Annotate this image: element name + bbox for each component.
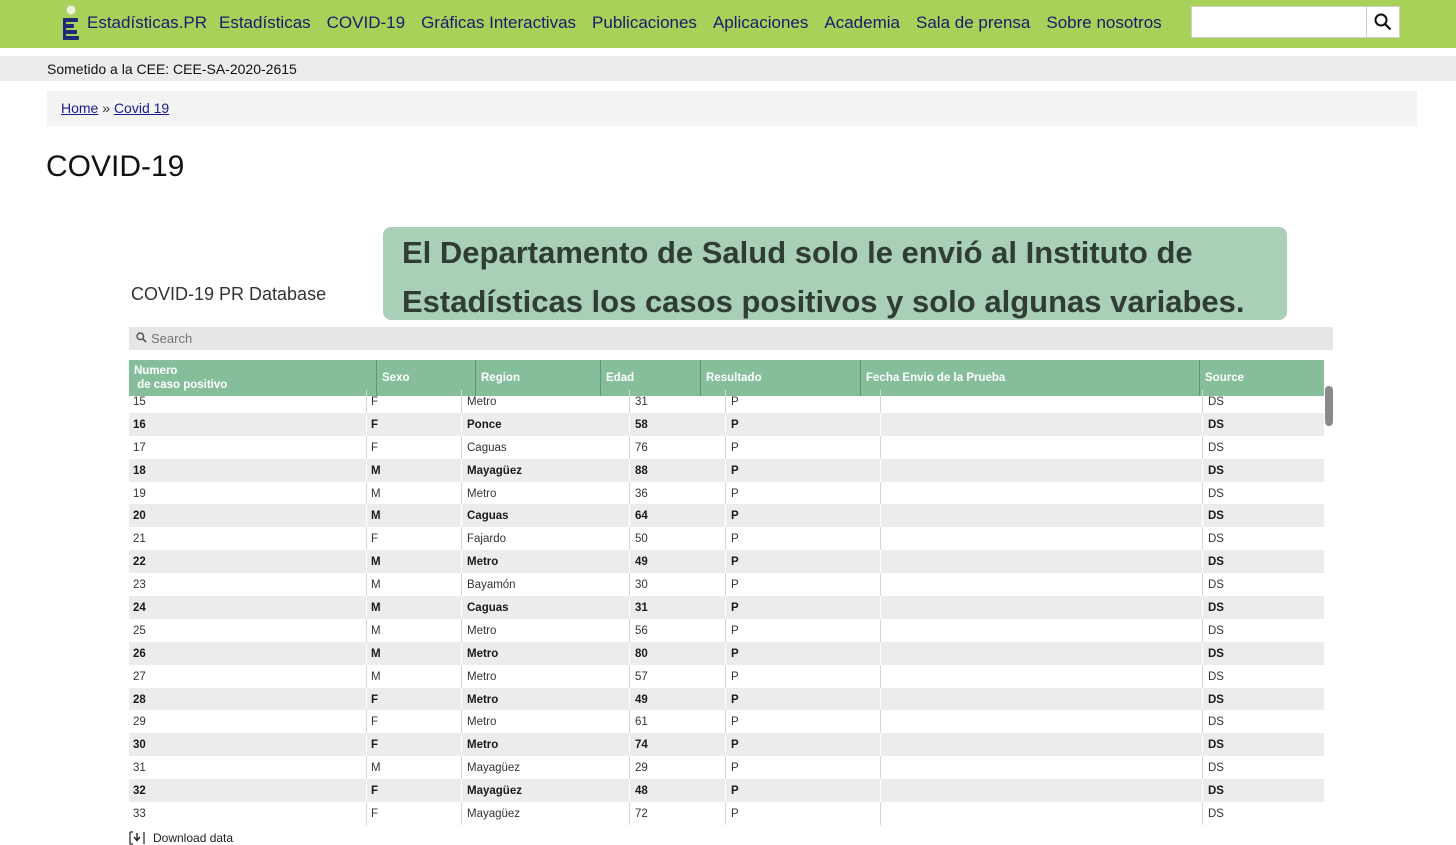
cell-source: DS — [1208, 808, 1224, 821]
column-header-edad[interactable]: Edad — [600, 360, 700, 396]
nav-link-academia[interactable]: Academia — [824, 13, 900, 32]
column-divider — [366, 756, 367, 779]
cell-source: DS — [1208, 464, 1224, 477]
cell-edad: 29 — [635, 762, 648, 775]
column-divider — [629, 504, 630, 527]
download-icon — [129, 831, 145, 845]
column-divider — [366, 665, 367, 688]
column-divider — [629, 733, 630, 756]
cell-source: DS — [1208, 647, 1224, 660]
cell-region: Fajardo — [467, 533, 506, 546]
column-divider — [1202, 779, 1203, 802]
cell-edad: 31 — [635, 602, 648, 615]
column-divider — [880, 573, 881, 596]
column-divider — [880, 802, 881, 825]
column-divider — [880, 482, 881, 505]
cell-source: DS — [1208, 556, 1224, 569]
cell-edad: 56 — [635, 624, 648, 637]
page-title: COVID-19 — [46, 150, 185, 183]
notice-banner: El Departamento de Salud solo le envió al Instituto de Estadísticas los casos positivos y solo algunas variabes. — [383, 227, 1287, 320]
column-divider — [1202, 527, 1203, 550]
breadcrumb-current[interactable]: Covid 19 — [113, 100, 170, 116]
cell-source: DS — [1208, 418, 1224, 431]
column-divider — [880, 733, 881, 756]
cell-region: Metro — [467, 647, 499, 660]
column-divider — [629, 779, 630, 802]
nav-link-publicaciones[interactable]: Publicaciones — [592, 13, 697, 32]
cell-sexo: M — [371, 602, 381, 615]
cell-sexo: M — [371, 670, 381, 683]
column-divider — [629, 436, 630, 459]
nav-link-graficas[interactable]: Gráficas Interactivas — [421, 13, 577, 32]
column-divider — [1202, 596, 1203, 619]
cell-source: DS — [1208, 670, 1224, 683]
column-divider — [1202, 619, 1203, 642]
cell-numero: 23 — [133, 579, 146, 592]
column-divider — [461, 436, 462, 459]
column-divider — [461, 573, 462, 596]
search-icon — [1374, 13, 1392, 31]
column-divider — [629, 802, 630, 825]
cell-edad: 88 — [635, 464, 648, 477]
table-row[interactable] — [129, 779, 1324, 802]
column-divider — [461, 688, 462, 711]
cell-region: Ponce — [467, 418, 502, 431]
cell-numero: 32 — [133, 785, 146, 798]
column-divider — [461, 527, 462, 550]
cell-resultado: P — [731, 464, 739, 477]
nav-link-sala-de-prensa[interactable]: Sala de prensa — [916, 13, 1031, 32]
column-divider — [1202, 504, 1203, 527]
cell-resultado: P — [731, 762, 739, 775]
cell-region: Metro — [467, 624, 497, 637]
cell-numero: 16 — [133, 418, 146, 431]
cell-resultado: P — [731, 808, 739, 821]
nav-link-estadisticas[interactable]: Estadísticas — [219, 13, 311, 32]
table-row[interactable] — [129, 688, 1324, 711]
cell-sexo: M — [371, 510, 381, 523]
cell-resultado: P — [731, 647, 739, 660]
cell-edad: 31 — [635, 396, 648, 408]
table-row[interactable] — [129, 756, 1324, 779]
cell-numero: 24 — [133, 602, 146, 615]
cell-region: Metro — [467, 487, 497, 500]
cell-source: DS — [1208, 579, 1224, 592]
table-search-bar — [129, 327, 1333, 350]
cell-source: DS — [1208, 396, 1224, 408]
column-divider — [366, 550, 367, 573]
cell-resultado: P — [731, 579, 739, 592]
column-divider — [366, 527, 367, 550]
cell-resultado: P — [731, 602, 739, 615]
column-divider — [629, 665, 630, 688]
column-divider — [725, 688, 726, 711]
column-divider — [725, 527, 726, 550]
column-divider — [629, 482, 630, 505]
site-search-button[interactable] — [1366, 6, 1400, 38]
table-search-input[interactable] — [151, 329, 1311, 347]
cell-numero: 29 — [133, 716, 146, 729]
cell-sexo: M — [371, 647, 381, 660]
column-divider — [725, 710, 726, 733]
column-divider — [880, 550, 881, 573]
column-divider — [1202, 413, 1203, 436]
cell-region: Metro — [467, 556, 499, 569]
cell-resultado: P — [731, 693, 739, 706]
cell-region: Caguas — [467, 441, 507, 454]
cell-numero: 26 — [133, 647, 146, 660]
column-divider — [461, 596, 462, 619]
column-divider — [629, 619, 630, 642]
column-divider — [461, 710, 462, 733]
cell-edad: 76 — [635, 441, 648, 454]
column-divider — [725, 459, 726, 482]
column-divider — [1202, 390, 1203, 413]
cell-numero: 17 — [133, 441, 146, 454]
cell-sexo: M — [371, 624, 381, 637]
cell-sexo: F — [371, 418, 379, 431]
cell-numero: 15 — [133, 396, 146, 408]
column-divider — [725, 504, 726, 527]
cell-numero: 27 — [133, 670, 146, 683]
column-divider — [629, 756, 630, 779]
cell-resultado: P — [731, 670, 739, 683]
cell-edad: 50 — [635, 533, 648, 546]
column-divider — [1202, 733, 1203, 756]
cell-sexo: M — [371, 556, 381, 569]
table-scrollbar[interactable] — [1325, 386, 1333, 426]
cell-edad: 49 — [635, 556, 648, 569]
cell-region: Metro — [467, 716, 497, 729]
site-search-input[interactable] — [1191, 6, 1367, 38]
breadcrumb-separator: » — [102, 100, 111, 116]
cell-edad: 64 — [635, 510, 648, 523]
cell-region: Bayamón — [467, 579, 516, 592]
column-divider — [725, 619, 726, 642]
column-divider — [461, 550, 462, 573]
column-header-source[interactable]: Source — [1199, 360, 1324, 396]
cell-numero: 28 — [133, 693, 146, 706]
column-divider — [461, 802, 462, 825]
top-nav — [0, 0, 1456, 48]
column-divider — [461, 459, 462, 482]
table-title: COVID-19 PR Database — [131, 284, 327, 304]
cell-sexo: F — [371, 716, 379, 729]
table-row[interactable] — [129, 642, 1324, 665]
table-row[interactable] — [129, 550, 1324, 573]
column-divider — [1202, 665, 1203, 688]
column-divider — [725, 756, 726, 779]
column-divider — [629, 596, 630, 619]
column-divider — [461, 504, 462, 527]
column-divider — [880, 390, 881, 413]
column-divider — [366, 459, 367, 482]
cell-numero: 20 — [133, 510, 146, 523]
cell-region: Mayagüez — [467, 785, 522, 798]
cell-sexo: F — [371, 739, 379, 752]
column-divider — [366, 482, 367, 505]
table-row[interactable] — [129, 504, 1324, 527]
column-divider — [880, 642, 881, 665]
cell-sexo: F — [371, 533, 379, 546]
cell-source: DS — [1208, 785, 1224, 798]
column-divider — [629, 527, 630, 550]
table-body — [129, 390, 1324, 826]
column-header-sexo[interactable]: Sexo — [376, 360, 475, 396]
column-divider — [461, 619, 462, 642]
table-row[interactable] — [129, 665, 1324, 688]
column-divider — [366, 688, 367, 711]
logo-icon[interactable] — [60, 4, 82, 46]
table-row[interactable] — [129, 527, 1324, 550]
cell-resultado: P — [731, 716, 739, 729]
cell-sexo: F — [371, 693, 379, 706]
breadcrumb-home[interactable]: Home — [61, 100, 99, 116]
download-data-label: Download data — [153, 831, 234, 845]
cell-region: Mayagüez — [467, 762, 521, 775]
column-divider — [725, 436, 726, 459]
column-divider — [725, 390, 726, 413]
column-divider — [366, 390, 367, 413]
column-divider — [1202, 436, 1203, 459]
column-divider — [1202, 710, 1203, 733]
nav-link-sobre-nosotros[interactable]: Sobre nosotros — [1046, 13, 1162, 32]
table-row[interactable] — [129, 459, 1324, 482]
column-divider — [1202, 573, 1203, 596]
column-divider — [725, 550, 726, 573]
column-divider — [461, 665, 462, 688]
cell-numero: 21 — [133, 533, 146, 546]
main-menu — [219, 13, 1162, 33]
column-divider — [880, 527, 881, 550]
cell-sexo: M — [371, 464, 381, 477]
column-divider — [629, 390, 630, 413]
cell-source: DS — [1208, 624, 1224, 637]
cell-numero: 33 — [133, 808, 146, 821]
cell-region: Metro — [467, 396, 497, 408]
column-divider — [366, 779, 367, 802]
table-row[interactable] — [129, 710, 1324, 733]
column-divider — [880, 779, 881, 802]
column-divider — [725, 779, 726, 802]
cell-edad: 80 — [635, 647, 648, 660]
column-divider — [366, 733, 367, 756]
column-header-fecha-envio[interactable]: Fecha Envio de la Prueba — [860, 360, 1199, 396]
cell-region: Metro — [467, 693, 499, 706]
download-data-button[interactable] — [129, 831, 233, 845]
table-row[interactable] — [129, 802, 1324, 825]
search-icon — [136, 332, 147, 343]
column-divider — [366, 573, 367, 596]
table-row[interactable] — [129, 733, 1324, 756]
column-header-region[interactable]: Region — [475, 360, 600, 396]
column-divider — [725, 596, 726, 619]
table-row[interactable] — [129, 573, 1324, 596]
column-divider — [461, 733, 462, 756]
cell-source: DS — [1208, 441, 1224, 454]
column-divider — [629, 459, 630, 482]
cell-sexo: F — [371, 396, 379, 408]
column-divider — [725, 482, 726, 505]
submission-text: Sometido a la CEE: CEE-SA-2020-2615 — [47, 61, 297, 77]
column-divider — [366, 642, 367, 665]
column-divider — [725, 642, 726, 665]
cell-numero: 31 — [133, 762, 146, 775]
cell-edad: 48 — [635, 785, 648, 798]
cell-edad: 58 — [635, 418, 648, 431]
column-header-resultado[interactable]: Resultado — [700, 360, 860, 396]
column-divider — [461, 756, 462, 779]
column-header-numero[interactable]: Numero de caso positivo — [134, 365, 228, 391]
cell-edad: 30 — [635, 579, 648, 592]
table-row[interactable] — [129, 436, 1324, 459]
cell-region: Mayagüez — [467, 464, 522, 477]
cell-resultado: P — [731, 441, 739, 454]
column-divider — [1202, 482, 1203, 505]
cell-region: Mayagüez — [467, 808, 521, 821]
breadcrumb — [47, 91, 1417, 126]
cell-source: DS — [1208, 762, 1224, 775]
cell-region: Metro — [467, 739, 499, 752]
column-divider — [366, 710, 367, 733]
column-divider — [1202, 756, 1203, 779]
cell-resultado: P — [731, 739, 739, 752]
cell-sexo: M — [371, 487, 381, 500]
cell-edad: 61 — [635, 716, 648, 729]
column-divider — [366, 436, 367, 459]
column-divider — [1202, 802, 1203, 825]
cell-source: DS — [1208, 487, 1224, 500]
cell-resultado: P — [731, 624, 739, 637]
cell-resultado: P — [731, 396, 739, 408]
cell-resultado: P — [731, 785, 739, 798]
cell-edad: 57 — [635, 670, 648, 683]
column-divider — [366, 413, 367, 436]
table-row[interactable] — [129, 619, 1324, 642]
column-divider — [725, 665, 726, 688]
column-divider — [366, 504, 367, 527]
cell-resultado: P — [731, 510, 739, 523]
cell-region: Caguas — [467, 602, 509, 615]
column-divider — [461, 779, 462, 802]
cell-edad: 72 — [635, 808, 648, 821]
cell-region: Caguas — [467, 510, 509, 523]
cell-numero: 22 — [133, 556, 146, 569]
cell-source: DS — [1208, 510, 1224, 523]
column-divider — [1202, 459, 1203, 482]
cell-region: Metro — [467, 670, 497, 683]
column-divider — [880, 665, 881, 688]
table-row[interactable] — [129, 596, 1324, 619]
column-divider — [880, 710, 881, 733]
cell-sexo: F — [371, 441, 379, 454]
cell-source: DS — [1208, 693, 1224, 706]
cell-sexo: F — [371, 785, 379, 798]
column-divider — [629, 688, 630, 711]
column-divider — [366, 802, 367, 825]
column-divider — [629, 573, 630, 596]
cell-source: DS — [1208, 716, 1224, 729]
cell-resultado: P — [731, 556, 739, 569]
column-divider — [725, 733, 726, 756]
column-divider — [725, 573, 726, 596]
column-divider — [880, 459, 881, 482]
column-divider — [461, 642, 462, 665]
cell-edad: 36 — [635, 487, 648, 500]
cell-resultado: P — [731, 418, 739, 431]
column-divider — [366, 619, 367, 642]
column-divider — [880, 413, 881, 436]
cell-source: DS — [1208, 739, 1224, 752]
cell-resultado: P — [731, 487, 739, 500]
column-divider — [880, 436, 881, 459]
cell-numero: 19 — [133, 487, 146, 500]
column-divider — [725, 413, 726, 436]
column-divider — [880, 756, 881, 779]
cell-numero: 18 — [133, 464, 146, 477]
cell-sexo: F — [371, 808, 379, 821]
column-divider — [880, 504, 881, 527]
column-divider — [629, 413, 630, 436]
cell-numero: 30 — [133, 739, 146, 752]
column-divider — [461, 413, 462, 436]
column-divider — [1202, 642, 1203, 665]
column-divider — [629, 642, 630, 665]
column-divider — [461, 390, 462, 413]
cell-resultado: P — [731, 533, 739, 546]
nav-link-covid19[interactable]: COVID-19 — [326, 13, 406, 32]
cell-numero: 25 — [133, 624, 146, 637]
table-row[interactable] — [129, 390, 1324, 413]
brand-link[interactable]: Estadísticas.PR — [87, 13, 207, 32]
column-divider — [880, 619, 881, 642]
table-row[interactable] — [129, 413, 1324, 436]
column-divider — [880, 688, 881, 711]
cell-source: DS — [1208, 533, 1224, 546]
column-divider — [629, 550, 630, 573]
column-divider — [629, 710, 630, 733]
column-divider — [461, 482, 462, 505]
column-divider — [725, 802, 726, 825]
table-row[interactable] — [129, 482, 1324, 505]
cell-sexo: M — [371, 762, 381, 775]
cell-edad: 49 — [635, 693, 648, 706]
column-divider — [1202, 550, 1203, 573]
column-divider — [880, 596, 881, 619]
column-divider — [1202, 688, 1203, 711]
cell-edad: 74 — [635, 739, 648, 752]
cell-sexo: M — [371, 579, 381, 592]
cell-source: DS — [1208, 602, 1224, 615]
column-divider — [366, 596, 367, 619]
nav-link-aplicaciones[interactable]: Aplicaciones — [712, 13, 809, 32]
submission-bar — [0, 56, 1456, 81]
